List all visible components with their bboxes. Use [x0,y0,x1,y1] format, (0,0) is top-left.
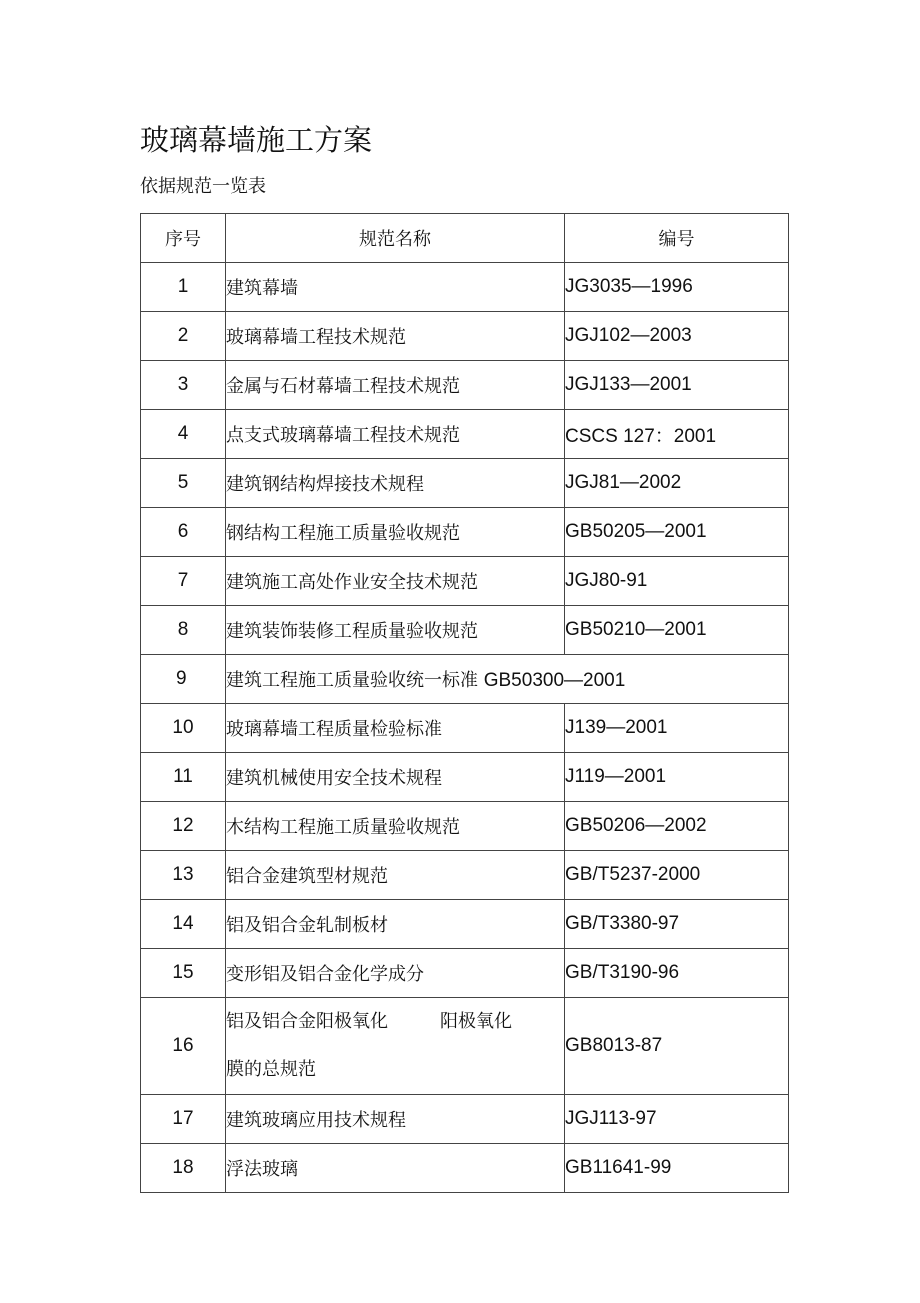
table-row [141,361,789,410]
header-name: 规范名称 [226,214,565,263]
row-name: 建筑装饰装修工程质量验收规范 [226,606,565,655]
row-code: GB11641-99 [565,1144,789,1193]
header-code: 编号 [565,214,789,263]
row-num: 3 [141,361,226,410]
table-row [141,606,789,655]
row-code: GB50206—2002 [565,802,789,851]
row-name: 铝合金建筑型材规范 [226,851,565,900]
row-num: 11 [141,753,226,802]
row-name: 建筑幕墙 [226,263,565,312]
table-row [141,1144,789,1193]
row-code: GB/T3190-96 [565,949,789,998]
row-num: 13 [141,851,226,900]
row-code: JGJ80-91 [565,557,789,606]
row-code: CSCS 127：2001 [565,410,789,459]
row-code: GB50205—2001 [565,508,789,557]
document-title: 玻璃幕墙施工方案 [140,123,373,157]
table-row [141,557,789,606]
row-num: 18 [141,1144,226,1193]
table-row [141,312,789,361]
row-num: 15 [141,949,226,998]
row-num: 8 [141,606,226,655]
row-num: 6 [141,508,226,557]
row-code: JGJ133—2001 [565,361,789,410]
table-header-row [141,214,789,263]
row-code: GB/T5237-2000 [565,851,789,900]
row-name: 玻璃幕墙工程技术规范 [226,312,565,361]
row-num: 2 [141,312,226,361]
row-name: 建筑施工高处作业安全技术规范 [226,557,565,606]
table-row [141,263,789,312]
row-num: 5 [141,459,226,508]
row-name: 金属与石材幕墙工程技术规范 [226,361,565,410]
header-num: 序号 [141,214,226,263]
row-name: 木结构工程施工质量验收规范 [226,802,565,851]
row-code: GB8013-87 [565,998,789,1095]
row-num: 14 [141,900,226,949]
row-code: J139—2001 [565,704,789,753]
row-name: 钢结构工程施工质量验收规范 [226,508,565,557]
row-name: 变形铝及铝合金化学成分 [226,949,565,998]
table-row [141,802,789,851]
row-code: J119—2001 [565,753,789,802]
row-name-line1-part1: 铝及铝合金阳极氧化 [226,1011,388,1032]
row-code: JG3035—1996 [565,263,789,312]
table-row [141,753,789,802]
row-num: 4 [141,410,226,459]
row-name: 玻璃幕墙工程质量检验标准 [226,704,565,753]
table-row [141,851,789,900]
row-code: GB/T3380-97 [565,900,789,949]
row-name [226,998,565,1095]
row-name: 点支式玻璃幕墙工程技术规范 [226,410,565,459]
row-name-line2: 膜的总规范 [226,1059,316,1080]
table-row [141,998,789,1095]
table-row [141,949,789,998]
spec-table [140,213,789,1193]
table-caption: 依据规范一览表 [140,176,266,197]
row-code: GB50210—2001 [565,606,789,655]
row-name: 建筑钢结构焊接技术规程 [226,459,565,508]
row-code: JGJ102—2003 [565,312,789,361]
row-num: 17 [141,1095,226,1144]
row-name: 建筑机械使用安全技术规程 [226,753,565,802]
row-code: GB50300—2001 [483,670,626,691]
table-row [141,704,789,753]
table-row [141,459,789,508]
row-name-line1-part2: 阳极氧化 [440,1011,512,1032]
row-name: 铝及铝合金轧制板材 [226,900,565,949]
row-name: 建筑工程施工质量验收统一标准 [226,670,478,691]
table-row [141,1095,789,1144]
row-code: JGJ81—2002 [565,459,789,508]
row-name: 浮法玻璃 [226,1144,565,1193]
table-row [141,508,789,557]
table-row [141,900,789,949]
row-num: 12 [141,802,226,851]
row-num: 10 [141,704,226,753]
row-num: 1 [141,263,226,312]
row-name: 建筑玻璃应用技术规程 [226,1095,565,1144]
table-row-merged [141,655,789,704]
row-num: 16 [141,998,226,1095]
table-row [141,410,789,459]
row-num: 7 [141,557,226,606]
row-num: 9 [141,655,226,704]
row-name-code-merged [226,655,789,704]
row-code: JGJ113-97 [565,1095,789,1144]
